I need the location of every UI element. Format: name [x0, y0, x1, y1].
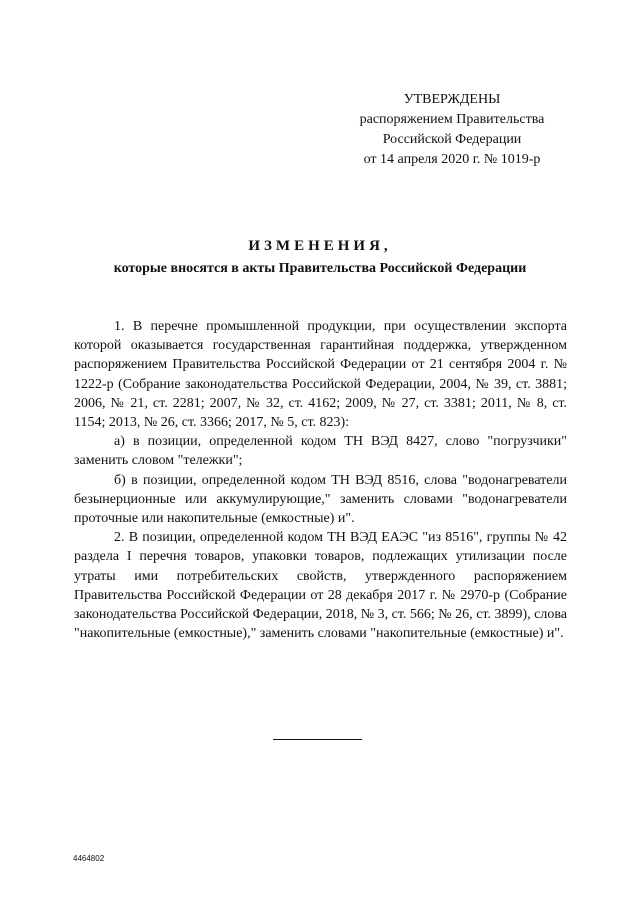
paragraph-1a: а) в позиции, определенной кодом ТН ВЭД 8427, слово "погрузчики" заменить словом "тележки";: [74, 434, 567, 469]
document-id: 4464802: [73, 854, 105, 863]
paragraph-1b: б) в позиции, определенной кодом ТН ВЭД 8516, слова "водонагреватели безынерционные или аккумулирующие," заменить словами "водонагреватели проточные или накопительные (емкостные) и".: [74, 472, 567, 527]
document-body: [74, 317, 567, 643]
approval-line-order: распоряжением Правительства: [359, 112, 545, 127]
paragraph-2: 2. В позиции, определенной кодом ТН ВЭД ЕАЭС "из 8516", группы № 42 раздела I перечня товаров, упаковки товаров, подлежащих утилизации после утраты ими потребительских свойств, утвержденного распоряжением Правительства Российской Федерации от 28 декабря 2017 г. № 2970-р (Собрание законодательства Российской Федерации, 2018, № 3, ст. 566; № 26, ст. 3899), слова "накопительные (емкостные)," заменить словами "накопительные (емкостные) и".: [74, 530, 567, 642]
document-title: ИЗМЕНЕНИЯ,: [248, 238, 392, 254]
approval-line-date-number: от 14 апреля 2020 г. № 1019-р: [363, 152, 541, 167]
approval-line-government: Российской Федерации: [382, 132, 522, 147]
approval-block: [336, 90, 568, 170]
approval-heading: УТВЕРЖДЕНЫ: [403, 92, 501, 107]
end-divider: [273, 739, 362, 740]
paragraph-1: 1. В перечне промышленной продукции, при осуществлении экспорта которой оказывается государственная гарантийная поддержка, утвержденном распоряжением Правительства Российской Федерации от 21 сентября 2004 г. № 1222-р (Собрание законодательства Российской Федерации, 2004, № 39, ст. 3881; 2006, № 21, ст. 2281; 2007, № 32, ст. 4162; 2009, № 27, ст. 3381; 2011, № 8, ст. 1154; 2013, № 26, ст. 3366; 2017, № 5, ст. 823):: [74, 319, 567, 431]
document-subtitle: которые вносятся в акты Правительства Российской Федерации: [113, 261, 527, 276]
